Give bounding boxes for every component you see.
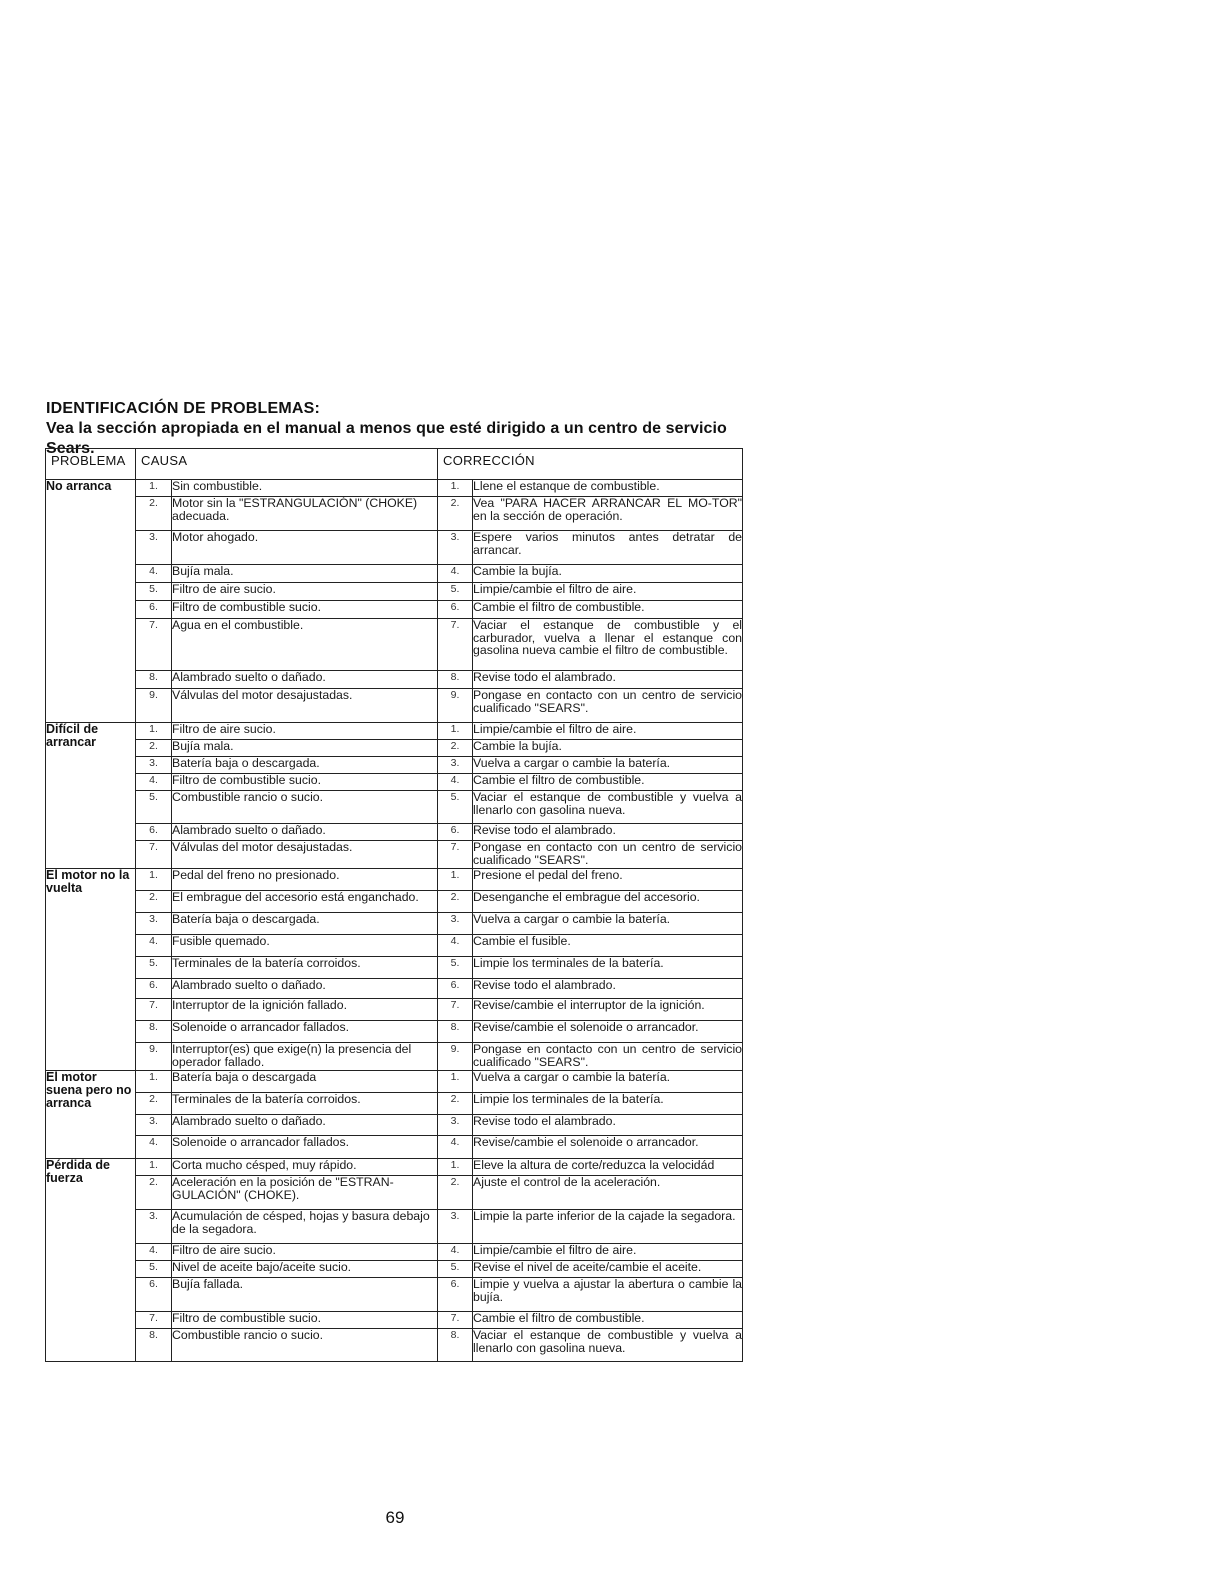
table-row: [46, 1329, 743, 1362]
table-body: [46, 480, 743, 1362]
correction-text: Revise el nivel de aceite/cambie el aceite.: [473, 1261, 743, 1278]
table-row: [46, 841, 743, 869]
correction-text: Vaciar el estanque de combustible y vuelva a llenarlo con gasolina nueva.: [473, 791, 743, 824]
cause-number: 9.: [136, 689, 172, 723]
column-header-problem: PROBLEMA: [46, 449, 136, 480]
page-number: 69: [385, 1508, 405, 1527]
table-row: [46, 1115, 743, 1136]
correction-number: 5.: [438, 957, 473, 979]
cause-number: 4.: [136, 1244, 172, 1261]
correction-number: 3.: [438, 757, 473, 774]
cause-text: Válvulas del motor desajustadas.: [172, 689, 438, 723]
cause-number: 5.: [136, 583, 172, 601]
cause-text: Aceleración en la posición de "ESTRAN-GULACIÓN" (CHOKE).: [172, 1176, 438, 1210]
correction-number: 4.: [438, 774, 473, 791]
correction-number: 4.: [438, 1244, 473, 1261]
cause-text: Solenoide o arrancador fallados.: [172, 1136, 438, 1159]
correction-number: 1.: [438, 480, 473, 497]
cause-number: 4.: [136, 774, 172, 791]
page-subtitle: Vea la sección apropiada en el manual a menos que esté dirigido a un centro de servicio Sears.: [46, 420, 727, 457]
table-row: [46, 723, 743, 740]
table-row: [46, 1210, 743, 1244]
cause-text: Bujía mala.: [172, 565, 438, 583]
table-row: [46, 869, 743, 891]
table-row: [46, 999, 743, 1021]
cause-text: Filtro de combustible sucio.: [172, 774, 438, 791]
correction-text: Limpie la parte inferior de la cajade la segadora.: [473, 1210, 743, 1244]
correction-text: Espere varios minutos antes detratar de arrancar.: [473, 531, 743, 565]
column-header-correction: CORRECCIÓN: [438, 449, 743, 480]
cause-text: Filtro de aire sucio.: [172, 1244, 438, 1261]
cause-number: 7.: [136, 999, 172, 1021]
cause-number: 4.: [136, 565, 172, 583]
cause-text: Pedal del freno no presionado.: [172, 869, 438, 891]
correction-number: 2.: [438, 740, 473, 757]
cause-text: Filtro de aire sucio.: [172, 723, 438, 740]
correction-text: Vea "PARA HACER ARRANCAR EL MO-TOR" en la sección de operación.: [473, 497, 743, 531]
cause-text: Filtro de combustible sucio.: [172, 601, 438, 619]
correction-number: 9.: [438, 1043, 473, 1071]
column-header-cause: CAUSA: [136, 449, 438, 480]
cause-text: Combustible rancio o sucio.: [172, 1329, 438, 1362]
correction-text: Vaciar el estanque de combustible y vuelva a llenarlo con gasolina nueva.: [473, 1329, 743, 1362]
table-row: [46, 1176, 743, 1210]
correction-number: 8.: [438, 1021, 473, 1043]
table-row: [46, 1278, 743, 1312]
cause-number: 2.: [136, 891, 172, 913]
table-row: [46, 480, 743, 497]
problem-cell: Difícil de arrancar: [46, 723, 136, 869]
correction-text: Eleve la altura de corte/reduzca la velocidád: [473, 1159, 743, 1176]
table-row: [46, 565, 743, 583]
table-row: [46, 774, 743, 791]
correction-number: 6.: [438, 824, 473, 841]
page-title: IDENTIFICACIÓN DE PROBLEMAS:: [46, 400, 321, 417]
cause-number: 6.: [136, 979, 172, 999]
cause-number: 3.: [136, 1115, 172, 1136]
cause-number: 5.: [136, 1261, 172, 1278]
cause-text: Batería baja o descargada.: [172, 913, 438, 935]
cause-text: Solenoide o arrancador fallados.: [172, 1021, 438, 1043]
cause-text: Interruptor de la ignición fallado.: [172, 999, 438, 1021]
table-row: [46, 1312, 743, 1329]
table-row: [46, 1043, 743, 1071]
correction-text: Limpie/cambie el filtro de aire.: [473, 1244, 743, 1261]
cause-text: Sin combustible.: [172, 480, 438, 497]
cause-number: 3.: [136, 913, 172, 935]
problem-cell: El motor no la vuelta: [46, 869, 136, 1071]
correction-text: Cambie el filtro de combustible.: [473, 1312, 743, 1329]
correction-text: Revise todo el alambrado.: [473, 1115, 743, 1136]
correction-text: Ajuste el control de la aceleración.: [473, 1176, 743, 1210]
correction-text: Pongase en contacto con un centro de servicio cualificado "SEARS".: [473, 689, 743, 723]
cause-number: 2.: [136, 1093, 172, 1115]
cause-text: Alambrado suelto o dañado.: [172, 1115, 438, 1136]
correction-number: 1.: [438, 723, 473, 740]
cause-text: El embrague del accesorio está enganchado.: [172, 891, 438, 913]
cause-text: Alambrado suelto o dañado.: [172, 979, 438, 999]
cause-text: Válvulas del motor desajustadas.: [172, 841, 438, 869]
cause-number: 1.: [136, 480, 172, 497]
correction-text: Llene el estanque de combustible.: [473, 480, 743, 497]
correction-number: 1.: [438, 1159, 473, 1176]
cause-number: 2.: [136, 497, 172, 531]
correction-number: 2.: [438, 891, 473, 913]
table-row: [46, 601, 743, 619]
cause-number: 6.: [136, 1278, 172, 1312]
cause-number: 8.: [136, 1021, 172, 1043]
correction-number: 8.: [438, 1329, 473, 1362]
table-row: [46, 583, 743, 601]
table-row: [46, 671, 743, 689]
table-row: [46, 891, 743, 913]
table-row: [46, 740, 743, 757]
correction-number: 7.: [438, 619, 473, 671]
problem-cell: No arranca: [46, 480, 136, 723]
correction-text: Limpie los terminales de la batería.: [473, 1093, 743, 1115]
table-row: [46, 1244, 743, 1261]
correction-number: 4.: [438, 565, 473, 583]
correction-number: 8.: [438, 671, 473, 689]
correction-number: 2.: [438, 497, 473, 531]
cause-number: 1.: [136, 723, 172, 740]
cause-text: Terminales de la batería corroidos.: [172, 957, 438, 979]
correction-text: Cambie el fusible.: [473, 935, 743, 957]
table-row: [46, 1093, 743, 1115]
cause-text: Alambrado suelto o dañado.: [172, 824, 438, 841]
table-row: [46, 979, 743, 999]
correction-number: 2.: [438, 1093, 473, 1115]
cause-text: Bujía fallada.: [172, 1278, 438, 1312]
correction-text: Desenganche el embrague del accesorio.: [473, 891, 743, 913]
table-row: [46, 531, 743, 565]
correction-number: 5.: [438, 583, 473, 601]
correction-number: 9.: [438, 689, 473, 723]
cause-number: 8.: [136, 1329, 172, 1362]
cause-number: 6.: [136, 601, 172, 619]
correction-number: 1.: [438, 869, 473, 891]
cause-number: 4.: [136, 1136, 172, 1159]
table-row: [46, 791, 743, 824]
correction-text: Pongase en contacto con un centro de servicio cualificado "SEARS".: [473, 1042, 743, 1069]
cause-number: 5.: [136, 957, 172, 979]
cause-text: Batería baja o descargada.: [172, 757, 438, 774]
cause-text: Acumulación de césped, hojas y basura debajo de la segadora.: [172, 1210, 438, 1244]
table-row: [46, 689, 743, 723]
cause-number: 6.: [136, 824, 172, 841]
cause-text: Batería baja o descargada: [172, 1071, 438, 1093]
cause-number: 2.: [136, 740, 172, 757]
cause-text: Nivel de aceite bajo/aceite sucio.: [172, 1261, 438, 1278]
table-row: [46, 1261, 743, 1278]
cause-number: 7.: [136, 1312, 172, 1329]
correction-number: 6.: [438, 1278, 473, 1312]
troubleshooting-table: [45, 448, 743, 1362]
correction-number: 6.: [438, 979, 473, 999]
correction-text: Revise/cambie el interruptor de la ignición.: [473, 999, 743, 1021]
cause-number: 7.: [136, 619, 172, 671]
correction-text: Cambie el filtro de combustible.: [473, 774, 743, 791]
correction-text: Cambie el filtro de combustible.: [473, 601, 743, 619]
correction-text: Vuelva a cargar o cambie la batería.: [473, 757, 743, 774]
cause-text: Filtro de aire sucio.: [172, 583, 438, 601]
cause-number: 4.: [136, 935, 172, 957]
cause-text: Corta mucho césped, muy rápido.: [172, 1159, 438, 1176]
cause-number: 1.: [136, 869, 172, 891]
correction-number: 4.: [438, 1136, 473, 1159]
table-header-row: [46, 449, 743, 480]
table-row: [46, 1071, 743, 1093]
cause-number: 3.: [136, 757, 172, 774]
table-row: [46, 619, 743, 671]
correction-number: 3.: [438, 913, 473, 935]
correction-text: Revise todo el alambrado.: [473, 979, 743, 999]
problem-cell: Pérdida de fuerza: [46, 1159, 136, 1362]
correction-number: 3.: [438, 1115, 473, 1136]
correction-text: Cambie la bujía.: [473, 740, 743, 757]
correction-text: Revise/cambie el solenoide o arrancador.: [473, 1021, 743, 1043]
cause-text: Fusible quemado.: [172, 935, 438, 957]
correction-number: 1.: [438, 1071, 473, 1093]
table-row: [46, 824, 743, 841]
cause-number: 8.: [136, 671, 172, 689]
table-row: [46, 1159, 743, 1176]
cause-text: Alambrado suelto o dañado.: [172, 671, 438, 689]
correction-number: 2.: [438, 1176, 473, 1210]
correction-text: Limpie/cambie el filtro de aire.: [473, 583, 743, 601]
correction-text: Revise todo el alambrado.: [473, 671, 743, 689]
cause-number: 1.: [136, 1071, 172, 1093]
correction-number: 5.: [438, 791, 473, 824]
correction-number: 3.: [438, 531, 473, 565]
table-row: [46, 1021, 743, 1043]
correction-text: Limpie los terminales de la batería.: [473, 957, 743, 979]
correction-text: Vuelva a cargar o cambie la batería.: [473, 1071, 743, 1093]
correction-text: Vuelva a cargar o cambie la batería.: [473, 913, 743, 935]
cause-text: Bujía mala.: [172, 740, 438, 757]
correction-number: 5.: [438, 1261, 473, 1278]
cause-text: Motor ahogado.: [172, 531, 438, 565]
cause-number: 3.: [136, 1210, 172, 1244]
table-row: [46, 957, 743, 979]
correction-number: 4.: [438, 935, 473, 957]
cause-number: 5.: [136, 791, 172, 824]
correction-text: Cambie la bujía.: [473, 565, 743, 583]
cause-number: 2.: [136, 1176, 172, 1210]
table-row: [46, 1136, 743, 1159]
correction-number: 3.: [438, 1210, 473, 1244]
correction-number: 6.: [438, 601, 473, 619]
table-row: [46, 913, 743, 935]
cause-text: Interruptor(es) que exige(n) la presencia del operador fallado.: [172, 1043, 438, 1071]
correction-number: 7.: [438, 999, 473, 1021]
correction-text: Revise todo el alambrado.: [473, 824, 743, 841]
correction-number: 7.: [438, 1312, 473, 1329]
cause-text: Terminales de la batería corroidos.: [172, 1093, 438, 1115]
table-row: [46, 497, 743, 531]
table-row: [46, 757, 743, 774]
cause-number: 9.: [136, 1043, 172, 1071]
correction-text: Limpie y vuelva a ajustar la abertura o cambie la bujía.: [473, 1278, 743, 1312]
cause-number: 3.: [136, 531, 172, 565]
correction-text: Pongase en contacto con un centro de servicio cualificado "SEARS".: [473, 840, 743, 867]
table-row: [46, 935, 743, 957]
cause-text: Agua en el combustible.: [172, 619, 438, 671]
cause-number: 7.: [136, 841, 172, 869]
correction-text: Revise/cambie el solenoide o arrancador.: [473, 1136, 743, 1159]
correction-text: Limpie/cambie el filtro de aire.: [473, 723, 743, 740]
cause-number: 1.: [136, 1159, 172, 1176]
cause-text: Combustible rancio o sucio.: [172, 791, 438, 824]
correction-text: Presione el pedal del freno.: [473, 869, 743, 891]
cause-text: Filtro de combustible sucio.: [172, 1312, 438, 1329]
correction-text: Vaciar el estanque de combustible y el carburador, vuelva a llenar el estanque con gasolina nueva cambie el filtro de combustible.: [473, 619, 743, 671]
cause-text: Motor sin la "ESTRANGULACIÓN" (CHOKE) adecuada.: [172, 497, 438, 531]
problem-cell: El motor suena pero no arranca: [46, 1071, 136, 1159]
correction-number: 7.: [438, 841, 473, 869]
